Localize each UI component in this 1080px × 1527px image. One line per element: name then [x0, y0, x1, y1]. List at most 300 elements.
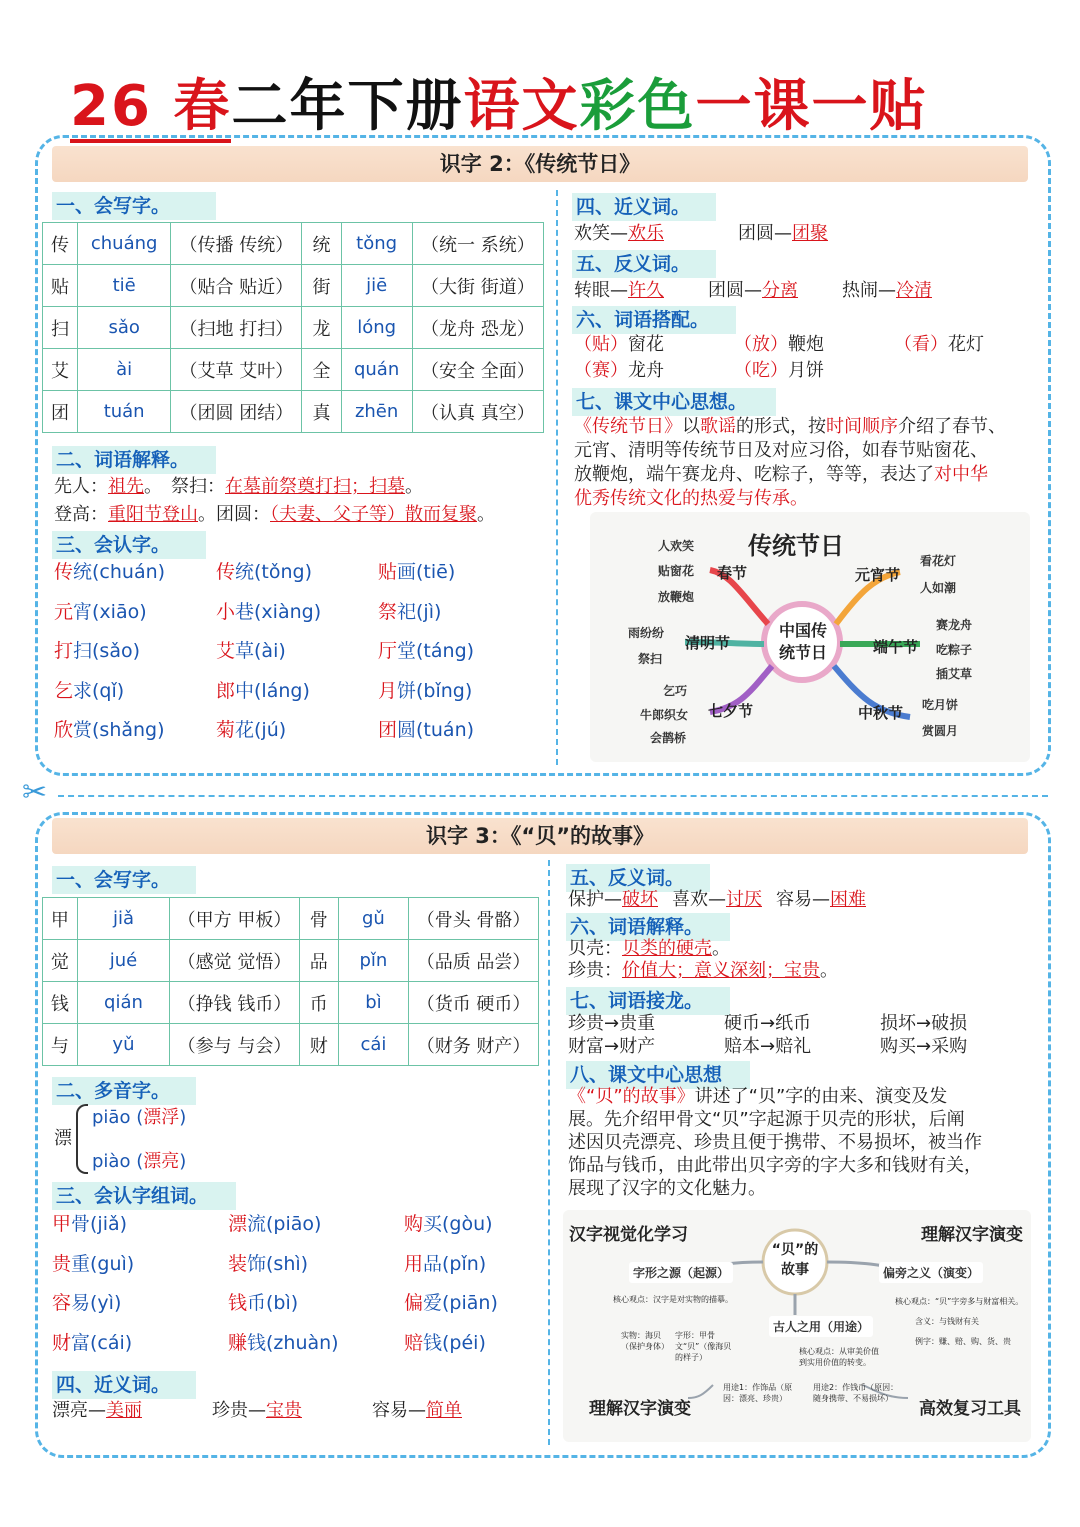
- recog-char: 月: [378, 679, 398, 702]
- l3-mm-node-use: 古人之用（用途）: [769, 1316, 873, 1337]
- punct: 。: [712, 938, 730, 959]
- recog-rest: 统(chuán): [73, 561, 166, 583]
- write-char: 真: [302, 391, 341, 433]
- l3-sec-antonym: 五、反义词。: [566, 864, 710, 892]
- branch-spring: 春节: [717, 564, 748, 582]
- l3-mm-node-origin: 字形之源（起源）: [629, 1262, 733, 1283]
- recog-item: [404, 1331, 486, 1355]
- write-words: （安全 全面）: [412, 349, 543, 391]
- recog-rest: 流(piāo): [247, 1213, 322, 1235]
- idea-fragment: 时间顺序: [826, 416, 898, 437]
- match-noun: 鞭炮: [788, 334, 824, 355]
- term: 。 祭扫：: [144, 476, 225, 497]
- pair-answer: 简单: [426, 1400, 462, 1421]
- write-char: 扫: [43, 307, 78, 349]
- poly-char: 漂: [54, 1128, 72, 1149]
- term: 。团圆：: [198, 504, 270, 525]
- recog-char: 厅: [378, 640, 398, 662]
- write-pinyin: tǒng: [341, 223, 412, 265]
- recog-item: [378, 639, 474, 663]
- l3-explain-2: [568, 959, 838, 983]
- match-item: [734, 333, 824, 357]
- pair-answer: 宝贵: [266, 1400, 302, 1421]
- scissors-icon: ✂: [22, 775, 48, 810]
- recog-item: [378, 718, 474, 742]
- l3-idea-3: 述因贝壳漂亮、珍贵且便于携带、不易损坏，被当作: [568, 1132, 982, 1153]
- write-row: [43, 1024, 539, 1066]
- l3-mm-shell: 实物：海贝（保护身体）: [621, 1331, 669, 1351]
- write-pinyin: jué: [77, 940, 169, 982]
- pair-item: [842, 280, 932, 301]
- l2-idea-line2: 元宵、清明等传统节日及对应习俗，如春节贴窗花、: [574, 440, 988, 461]
- pair-word: 转眼—: [574, 280, 628, 301]
- pair-word: 容易—: [776, 889, 830, 910]
- write-char: 龙: [302, 307, 341, 349]
- recog-rest: 宵(xiāo): [73, 600, 147, 623]
- recog-rest: 巷(xiàng): [235, 600, 322, 623]
- recog-item: [52, 1252, 134, 1276]
- chain-item: 购买→采购: [880, 1036, 968, 1057]
- l3-write-table: [42, 897, 539, 1066]
- punct: 。: [405, 476, 423, 497]
- recog-rest: 饼(bǐng): [397, 679, 473, 702]
- poly-reading-2: [92, 1150, 186, 1174]
- match-item: [894, 333, 984, 357]
- write-words: （骨头 骨骼）: [409, 898, 539, 940]
- write-words: （挣钱 钱币）: [170, 982, 300, 1024]
- l2-sec-synonym: 四、近义词。: [572, 193, 716, 221]
- recog-char: 容: [52, 1292, 72, 1314]
- pair-answer: 团聚: [792, 223, 828, 244]
- branch-lantern: 元宵节: [855, 566, 901, 584]
- recog-char: 赚: [228, 1331, 248, 1354]
- recog-item: [52, 1331, 132, 1355]
- write-char: 团: [43, 391, 78, 433]
- write-char: 贴: [43, 265, 78, 307]
- pair-item: [738, 223, 828, 244]
- l2-explain-line2: [54, 503, 495, 527]
- pair-word: 珍贵—: [212, 1400, 266, 1421]
- l3-mm-core-2: 核心观点：“贝”字旁多与财富相关。: [895, 1297, 1024, 1306]
- pair-word: 保护—: [568, 889, 622, 910]
- recog-char: 购: [404, 1213, 424, 1235]
- recog-item: [216, 718, 286, 742]
- lesson3-banner: 识字 3：《“贝”的故事》: [52, 818, 1028, 854]
- pair-answer: 讨厌: [726, 889, 762, 910]
- write-char: 全: [302, 349, 341, 391]
- pair-item: [372, 1400, 462, 1421]
- term: 贝壳：: [568, 938, 622, 959]
- pair-word: 热闹—: [842, 280, 896, 301]
- pair-answer: 欢乐: [628, 223, 664, 244]
- write-char: 钱: [43, 982, 78, 1024]
- l3-mm-examples: 例字：赚、赔、购、货、贵: [915, 1337, 1011, 1346]
- definition: （夫妻、父子等）散而复聚: [270, 504, 477, 525]
- idea-fragment: 歌谣: [700, 416, 736, 437]
- recog-rest: 钱(péi): [423, 1331, 486, 1354]
- recog-item: [54, 600, 147, 624]
- l3-mm-glyph: 字形：甲骨文“贝”（像海贝的样子）: [675, 1331, 732, 1362]
- leaf: 雨纷纷: [628, 626, 665, 640]
- recog-char: 郎: [216, 679, 236, 702]
- idea-text: 放鞭炮，端午赛龙舟、吃粽子，等等，表达了: [574, 464, 934, 485]
- l2-synonym-row: [574, 222, 902, 246]
- recog-char: 甲: [52, 1213, 72, 1235]
- write-char: 觉: [43, 940, 78, 982]
- recog-rest: 花(jú): [235, 719, 287, 741]
- recog-char: 偏: [404, 1292, 424, 1314]
- recog-rest: 富(cái): [71, 1331, 133, 1354]
- write-words: （认真 真空）: [412, 391, 543, 433]
- write-pinyin: pǐn: [338, 940, 408, 982]
- pinyin: piào (: [92, 1151, 144, 1172]
- match-noun: 龙舟: [628, 360, 664, 381]
- l3-idea-4: 饰品与钱币，由此带出贝字旁的字大多和钱财有关，: [568, 1155, 982, 1176]
- pair-word: 漂亮—: [52, 1400, 106, 1421]
- write-char: 财: [299, 1024, 338, 1066]
- pair-word: 容易—: [372, 1400, 426, 1421]
- recog-item: [378, 600, 441, 624]
- write-row: [43, 223, 544, 265]
- write-pinyin: sǎo: [78, 307, 171, 349]
- leaf: 赏圆月: [922, 724, 959, 738]
- write-pinyin: lóng: [341, 307, 412, 349]
- write-pinyin: jiē: [341, 265, 412, 307]
- idea-fragment: 以: [682, 416, 700, 437]
- recog-char: 财: [52, 1331, 72, 1354]
- title-color: 彩色: [579, 74, 696, 139]
- write-row: [43, 940, 539, 982]
- l3-sec-recognize: 三、会认字组词。: [52, 1182, 236, 1210]
- term: 珍贵：: [568, 960, 622, 981]
- recog-char: 钱: [228, 1292, 248, 1314]
- l3-explain-1: [568, 937, 730, 961]
- recog-item: [54, 639, 140, 663]
- leaf: 吃粽子: [936, 643, 973, 657]
- write-pinyin: cái: [338, 1024, 408, 1066]
- pair-answer: 分离: [762, 280, 798, 301]
- l2-mindmap: [590, 512, 1030, 762]
- recog-item: [216, 639, 286, 663]
- idea-highlight: 对中华: [934, 464, 988, 485]
- write-words: （品质 品尝）: [409, 940, 539, 982]
- write-words: （扫地 打扫）: [171, 307, 302, 349]
- write-pinyin: yǔ: [77, 1024, 169, 1066]
- pair-answer: 冷清: [896, 280, 932, 301]
- definition: 价值大；意义深刻；宝贵: [622, 960, 820, 981]
- recog-char: 传: [216, 561, 236, 583]
- paren: ): [179, 1107, 187, 1128]
- l3-mm-center: “贝”的故事: [771, 1242, 819, 1278]
- recog-rest: 统(tǒng): [235, 561, 313, 583]
- write-pinyin: jiǎ: [77, 898, 169, 940]
- pair-answer: 破坏: [622, 889, 658, 910]
- chain-item: 硬币→纸币: [724, 1013, 812, 1034]
- recog-item: [378, 679, 472, 703]
- paren: ): [179, 1151, 187, 1172]
- branch-duanwu: 端午节: [873, 638, 919, 656]
- l2-idea-line3: [574, 463, 988, 487]
- write-char: 币: [299, 982, 338, 1024]
- recog-rest: 骨(jiǎ): [71, 1213, 128, 1235]
- l3-mindmap: [563, 1210, 1031, 1442]
- write-pinyin: tuán: [78, 391, 171, 433]
- chain-item: 损坏→破损: [880, 1013, 968, 1034]
- match-noun: 月饼: [788, 360, 824, 381]
- write-char: 统: [302, 223, 341, 265]
- recog-rest: 求(qǐ): [73, 679, 125, 702]
- chain-item: 赔本→赔礼: [724, 1036, 812, 1057]
- recog-rest: 买(gòu): [423, 1213, 493, 1235]
- pair-word: 欢笑—: [574, 223, 628, 244]
- l3-sec-write: 一、会写字。: [52, 866, 196, 894]
- l2-sec-idea: 七、课文中心思想。: [572, 388, 776, 416]
- l2-mindmap-center: 中国传统节日: [778, 621, 827, 662]
- pair-item: [708, 280, 798, 301]
- pair-item: [672, 889, 762, 910]
- recog-item: [228, 1291, 298, 1315]
- word: 漂浮: [143, 1107, 180, 1128]
- l2-sec-antonym: 五、反义词。: [572, 250, 716, 278]
- l3-sec-idea: 八、课文中心思想: [566, 1061, 750, 1089]
- recog-char: 欣: [54, 719, 74, 741]
- title-grade: 二年下册: [231, 74, 464, 139]
- recog-char: 装: [228, 1252, 248, 1275]
- recog-rest: 圆(tuán): [397, 719, 475, 741]
- recog-item: [52, 1212, 127, 1236]
- write-pinyin: bì: [338, 982, 408, 1024]
- idea-fragment: 介绍了春节、: [898, 416, 1006, 437]
- l2-idea-line1: [574, 415, 1006, 439]
- recog-char: 艾: [216, 640, 236, 662]
- write-words: （甲方 甲板）: [170, 898, 300, 940]
- recog-rest: 祀(jì): [397, 600, 442, 623]
- pair-word: 喜欢—: [672, 889, 726, 910]
- l3-mm-core-3: 核心观点：从审美价值到实用价值的转变。: [799, 1347, 879, 1367]
- pair-item: [212, 1400, 302, 1421]
- write-char: 甲: [43, 898, 78, 940]
- l3-recognize-grid: [52, 1212, 542, 1372]
- l3-mm-use-1: 用途1：作饰品（原因：漂亮、珍贵）: [723, 1383, 793, 1403]
- pair-item: [52, 1400, 142, 1421]
- l3-antonym-row: [568, 888, 880, 912]
- l3-sec-explain: 六、词语解释。: [566, 913, 730, 941]
- idea-text: 讲述了“贝”字的由来、演变及发: [694, 1086, 948, 1107]
- l2-explain-line1: [54, 475, 423, 499]
- write-words: （大街 街道）: [412, 265, 543, 307]
- l3-mm-bottomright: 高效复习工具: [919, 1399, 1021, 1419]
- recog-rest: 草(ài): [235, 640, 286, 662]
- recog-item: [404, 1291, 498, 1315]
- recog-rest: 饰(shì): [247, 1252, 309, 1275]
- write-char: 传: [43, 223, 78, 265]
- recog-item: [378, 560, 455, 584]
- l3-idea-1: [568, 1085, 947, 1109]
- l2-recognize-grid: [54, 560, 544, 760]
- recog-rest: 赏(shǎng): [73, 719, 165, 741]
- l2-sec-match: 六、词语搭配。: [572, 306, 736, 334]
- pair-item: [574, 280, 664, 301]
- recog-char: 菊: [216, 719, 236, 741]
- recog-char: 传: [54, 561, 74, 583]
- pair-answer: 困难: [830, 889, 866, 910]
- recog-rest: 币(bì): [247, 1292, 299, 1314]
- l3-mm-core-1: 核心观点：汉字是对实物的描摹。: [613, 1295, 733, 1304]
- write-char: 骨: [299, 898, 338, 940]
- recog-item: [54, 679, 124, 703]
- l2-match-grid: [574, 333, 1024, 385]
- pair-answer: 许久: [628, 280, 664, 301]
- pair-word: 团圆—: [708, 280, 762, 301]
- pinyin: piāo (: [92, 1107, 144, 1128]
- recog-rest: 爱(piān): [423, 1292, 498, 1314]
- pair-item: [574, 223, 664, 244]
- write-words: （龙舟 恐龙）: [412, 307, 543, 349]
- write-words: （参与 与会）: [170, 1024, 300, 1066]
- lesson3-divider: [548, 860, 550, 1445]
- write-words: （货币 硬币）: [409, 982, 539, 1024]
- write-row: [43, 349, 544, 391]
- match-verb: （赛）: [574, 360, 628, 381]
- definition: 祖先: [108, 476, 144, 497]
- l3-chain-grid: [568, 1012, 1028, 1060]
- write-row: [43, 898, 539, 940]
- l3-idea-2: 展。先介绍甲骨文“贝”字起源于贝壳的形状，后阐: [568, 1109, 965, 1130]
- l3-mm-topleft: 汉字视觉化学习: [569, 1225, 688, 1245]
- write-char: 品: [299, 940, 338, 982]
- write-row: [43, 982, 539, 1024]
- match-noun: 窗花: [628, 334, 664, 355]
- cut-line: [58, 795, 1048, 797]
- write-row: [43, 265, 544, 307]
- recog-rest: 堂(táng): [397, 640, 475, 662]
- l2-sec-write: 一、会写字。: [52, 192, 216, 220]
- recog-item: [404, 1212, 493, 1236]
- recog-char: 用: [404, 1252, 424, 1275]
- recog-item: [228, 1252, 308, 1276]
- l2-mindmap-title: 传统节日: [748, 532, 844, 560]
- recog-rest: 品(pǐn): [423, 1252, 487, 1275]
- pair-word: 团圆—: [738, 223, 792, 244]
- l3-mm-use-2: 用途2：作钱币（原因：随身携带、不易损坏）: [813, 1383, 899, 1403]
- branch-qingming: 清明节: [685, 634, 731, 652]
- punct: 。: [820, 960, 838, 981]
- l3-mm-bottomleft: 理解汉字演变: [589, 1399, 691, 1419]
- write-pinyin: chuáng: [78, 223, 171, 265]
- write-pinyin: quán: [341, 349, 412, 391]
- recog-char: 乞: [54, 679, 74, 702]
- leaf: 祭扫: [638, 652, 663, 666]
- write-words: （团圆 团结）: [171, 391, 302, 433]
- l3-mm-meaning: 含义：与钱财有关: [915, 1317, 979, 1326]
- branch-midautumn: 中秋节: [858, 704, 904, 722]
- l3-mm-node-radical: 偏旁之义（演变）: [879, 1262, 983, 1283]
- write-pinyin: ài: [78, 349, 171, 391]
- l3-sec-poly: 二、多音字。: [52, 1077, 196, 1105]
- write-words: （艾草 艾叶）: [171, 349, 302, 391]
- write-pinyin: tiē: [78, 265, 171, 307]
- word: 漂亮: [143, 1151, 180, 1172]
- leaf: 赛龙舟: [936, 618, 973, 632]
- leaf: 插艾草: [936, 667, 973, 681]
- title-sticker: 一课一贴: [695, 74, 928, 139]
- leaf: 放鞭炮: [658, 590, 695, 604]
- recog-rest: 重(guì): [71, 1252, 135, 1275]
- recog-rest: 中(láng): [235, 679, 310, 702]
- punct: 。: [477, 504, 495, 525]
- l2-write-table: [42, 222, 544, 433]
- poly-reading-1: [92, 1106, 186, 1130]
- match-verb: （放）: [734, 334, 788, 355]
- l3-mm-topright: 理解汉字演变: [921, 1225, 1023, 1245]
- recog-char: 小: [216, 600, 236, 623]
- leaf: 吃月饼: [922, 698, 959, 712]
- branch-qixi: 七夕节: [708, 702, 754, 720]
- leaf: 贴窗花: [658, 564, 695, 578]
- recog-char: 贵: [52, 1252, 72, 1275]
- l2-idea-line4: 优秀传统文化的热爱与传承。: [574, 488, 808, 509]
- write-row: [43, 307, 544, 349]
- write-words: （贴合 贴近）: [171, 265, 302, 307]
- leaf: 人欢笑: [658, 539, 695, 553]
- recog-item: [216, 560, 312, 584]
- match-verb: （吃）: [734, 360, 788, 381]
- idea-fragment: 的形式，按: [736, 416, 826, 437]
- title-subject: 语文: [463, 74, 580, 139]
- recog-rest: 易(yì): [71, 1292, 122, 1314]
- recog-item: [228, 1331, 339, 1355]
- leaf: 乞巧: [663, 684, 688, 698]
- lesson2-divider: [556, 190, 558, 765]
- chain-item: 财富→财产: [568, 1036, 656, 1057]
- match-noun: 花灯: [948, 334, 984, 355]
- recog-char: 赔: [404, 1331, 424, 1354]
- recog-item: [52, 1291, 121, 1315]
- lesson2-banner: 识字 2：《传统节日》: [52, 146, 1028, 182]
- page-title: [70, 62, 927, 142]
- recog-item: [54, 718, 165, 742]
- recog-rest: 扫(sǎo): [73, 640, 141, 662]
- l3-idea-5: 展现了汉字的文化魅力。: [568, 1178, 766, 1199]
- leaf: 牛郎织女: [640, 708, 689, 722]
- definition: 在墓前祭奠打扫；扫墓: [225, 476, 405, 497]
- match-item: [574, 359, 664, 383]
- write-pinyin: gǔ: [338, 898, 408, 940]
- write-words: （传播 传统）: [171, 223, 302, 265]
- recog-item: [404, 1252, 486, 1276]
- recog-rest: 画(tiē): [397, 561, 456, 583]
- write-words: （财务 财产）: [409, 1024, 539, 1066]
- match-verb: （贴）: [574, 334, 628, 355]
- write-words: （统一 系统）: [412, 223, 543, 265]
- leaf: 看花灯: [920, 554, 957, 568]
- idea-fragment: 《传统节日》: [574, 416, 682, 437]
- write-char: 与: [43, 1024, 78, 1066]
- match-item: [574, 333, 664, 357]
- recog-char: 贴: [378, 561, 398, 583]
- write-words: （感觉 觉悟）: [170, 940, 300, 982]
- pair-item: [568, 889, 658, 910]
- recog-rest: 钱(zhuàn): [247, 1331, 339, 1354]
- leaf: 人如潮: [920, 581, 957, 595]
- pair-answer: 美丽: [106, 1400, 142, 1421]
- recog-char: 漂: [228, 1213, 248, 1235]
- leaf: 会鹊桥: [650, 731, 687, 745]
- l3-sec-chain: 七、词语接龙。: [566, 987, 730, 1015]
- match-verb: （看）: [894, 334, 948, 355]
- term: 登高：: [54, 504, 108, 525]
- recog-item: [228, 1212, 321, 1236]
